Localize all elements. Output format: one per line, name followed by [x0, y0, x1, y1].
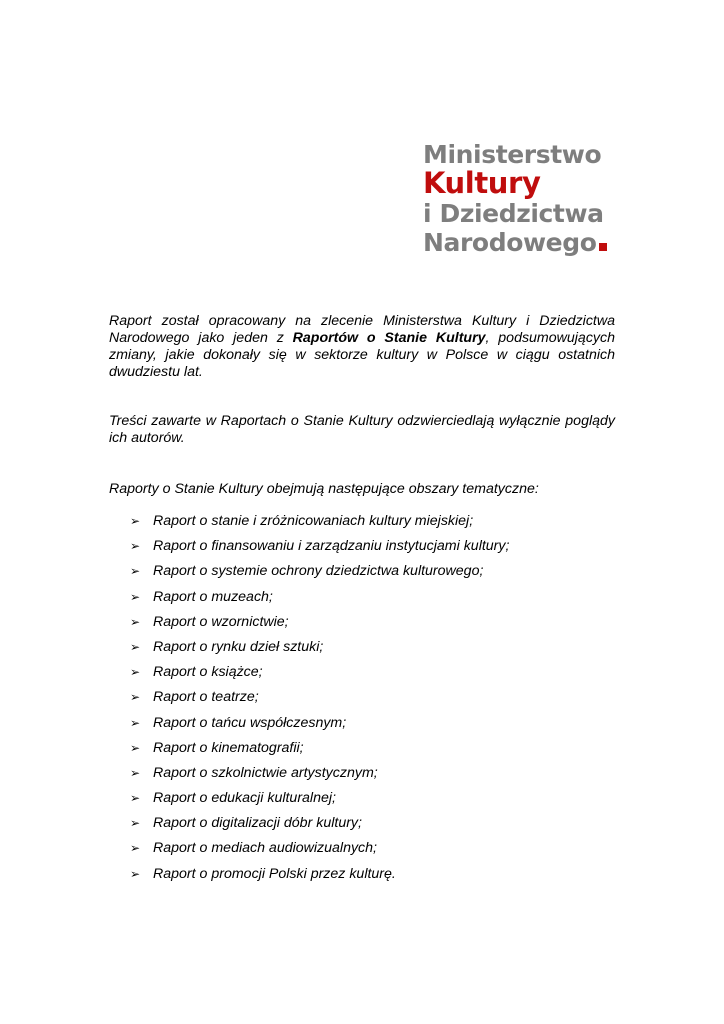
- arrowhead-bullet-icon: ➢: [130, 841, 141, 856]
- list-item: [130, 563, 509, 588]
- list-item-text: Raport o stanie i zróżnicowaniach kultury miejskiej;: [153, 513, 474, 529]
- arrowhead-bullet-icon: ➢: [130, 690, 141, 705]
- list-item-text: Raport o muzeach;: [153, 588, 273, 605]
- arrowhead-bullet-icon: ➢: [130, 589, 141, 604]
- arrowhead-bullet-icon: ➢: [130, 765, 141, 780]
- arrowhead-bullet-icon: ➢: [130, 740, 141, 755]
- list-item-text: Raport o mediach audiowizualnych;: [153, 840, 377, 857]
- list-item: [130, 589, 509, 614]
- list-item-text: Raport o systemie ochrony dziedzictwa kulturowego;: [153, 563, 484, 580]
- list-item: [130, 639, 509, 664]
- list-item-text: Raport o finansowaniu i zarządzaniu instytucjami kultury;: [153, 538, 510, 555]
- list-item: [130, 614, 509, 639]
- logo-narodowego-text: Narodowego: [423, 228, 597, 257]
- arrowhead-bullet-icon: ➢: [130, 564, 141, 579]
- disclaimer-paragraph: Treści zawarte w Raportach o Stanie Kultury odzwierciedlają wyłącznie poglądy ich autorów.: [109, 413, 615, 446]
- list-item: [130, 538, 509, 563]
- arrowhead-bullet-icon: ➢: [130, 639, 141, 654]
- list-item-text: Raport o tańcu współczesnym;: [153, 714, 347, 731]
- list-item: [130, 765, 509, 790]
- intro-text-before: Raport został opracowany na zlecenie Ministerstwa Kultury i Dziedzictwa Narodowego jako jeden z: [109, 313, 615, 346]
- arrowhead-bullet-icon: ➢: [130, 715, 141, 730]
- logo-line-kultury: Kultury: [423, 166, 541, 200]
- list-item: [130, 715, 509, 740]
- list-item: [130, 866, 509, 891]
- list-item: [130, 689, 509, 714]
- ministry-logo: [423, 142, 607, 259]
- list-item: [130, 740, 509, 765]
- list-item-text: Raport o promocji Polski przez kulturę.: [153, 865, 396, 882]
- list-item: [130, 790, 509, 815]
- arrowhead-bullet-icon: ➢: [130, 539, 141, 554]
- list-item-text: Raport o digitalizacji dóbr kultury;: [153, 815, 362, 832]
- logo-line-narodowego: [423, 230, 607, 259]
- list-item-text: Raport o książce;: [153, 664, 263, 681]
- list-item: [130, 513, 509, 538]
- topics-intro-paragraph: Raporty o Stanie Kultury obejmują następujące obszary tematyczne:: [109, 481, 539, 497]
- list-item: [130, 840, 509, 865]
- intro-text-after: , podsumowujących zmiany, jakie dokonały się w sektorze kultury w Polsce w ciągu ostatnich dwudziestu lat.: [109, 330, 615, 380]
- intro-paragraph: [109, 313, 615, 381]
- arrowhead-bullet-icon: ➢: [130, 514, 141, 528]
- list-item: [130, 815, 509, 840]
- logo-line-ministerstwo: Ministerstwo: [423, 140, 602, 169]
- arrowhead-bullet-icon: ➢: [130, 665, 141, 680]
- list-item-text: Raport o rynku dzieł sztuki;: [153, 638, 324, 655]
- intro-bold-title: Raportów o Stanie Kultury: [292, 330, 486, 346]
- logo-line-dziedzictwa: i Dziedzictwa: [423, 199, 604, 228]
- list-item-text: Raport o kinematografii;: [153, 739, 304, 756]
- list-item-text: Raport o edukacji kulturalnej;: [153, 790, 336, 807]
- logo-red-square-icon: [599, 243, 607, 251]
- list-item: [130, 664, 509, 689]
- list-item-text: Raport o wzornictwie;: [153, 613, 289, 630]
- report-topics-list: [130, 513, 509, 891]
- list-item-text: Raport o szkolnictwie artystycznym;: [153, 764, 378, 781]
- list-item-text: Raport o teatrze;: [153, 689, 259, 706]
- arrowhead-bullet-icon: ➢: [130, 614, 141, 629]
- arrowhead-bullet-icon: ➢: [130, 816, 141, 831]
- arrowhead-bullet-icon: ➢: [130, 791, 141, 806]
- arrowhead-bullet-icon: ➢: [130, 866, 141, 881]
